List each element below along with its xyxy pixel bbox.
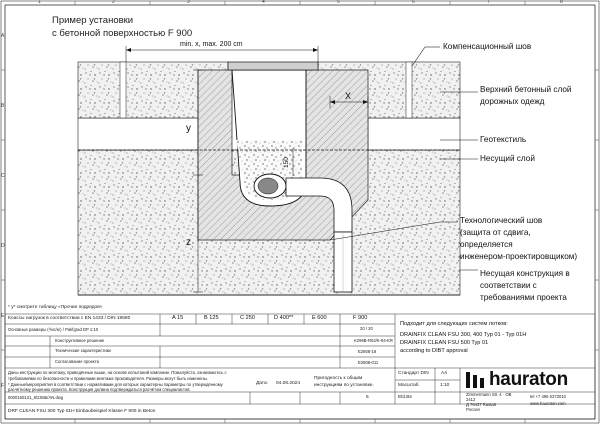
standard-value: A4 [441,371,447,376]
dim-top-label: min. x, max. 200 cm [180,41,243,48]
drawing-title-line2: с бетонной поверхностью F 900 [52,28,193,39]
label-support-3: требованиями проекта [480,293,567,302]
product-1: DRAINFIX CLEAN FSU 300, 400 Typ 01 - Typ 01H [400,332,527,338]
grid-row-e: E [1,313,5,319]
applies-label: Подходит для следующих систем лотков: [400,321,508,327]
dim-x-label: X [345,91,352,101]
grid-col-2: 2 [112,0,115,5]
addr-4: Россия [466,407,480,412]
label-tech-joint-4: инженером-проектировщиком) [460,252,578,261]
label-tech-joint-2: (защита от сдвига, [460,228,531,237]
notes-2: требованиями по безопасности и правилами монтажа производителя. Размеры могут быть изменены. [8,376,208,381]
dim-depth-label: 150 [283,157,290,168]
label-joint: Компенсационный шов [443,42,532,51]
class-b125: B 125 [204,315,219,321]
logo-mark-icon [466,372,486,388]
grid-col-5: 5 [337,0,340,5]
code-3: E2808-011 [358,360,379,365]
label-top-layer-1: Верхний бетонный слой [480,85,572,94]
addr-3: Д 76437 Rastatt [466,402,497,407]
joint-right [406,62,412,118]
grating [228,62,318,70]
dim-z-label: z [186,237,191,248]
bearing-layer-right [368,118,460,150]
class-d400: D 400** [274,315,294,321]
label-bearing-layer: Несущий слой [480,154,535,163]
grid-col-7: 7 [487,0,490,5]
label-geotextile: Геотекстиль [480,135,527,144]
class-a15: A 15 [172,315,184,321]
grid-col-8: 8 [560,0,563,5]
grid-row-d: D [1,243,5,249]
file-code: 0000150131_8/2S5Б/AN.dwg [8,395,64,400]
label-support-2: соответствии с [480,281,537,290]
addr-2: 2412 [466,397,476,402]
grid-col-6: 6 [412,0,415,5]
footnote: * у* смотрите таблицу «Прочие подрядов» [8,305,103,310]
class-c250: C 250 [240,315,255,321]
code-2: E2808-18 [358,349,377,354]
dim-y-label: y [186,123,191,134]
sheet-label: Ebl.Bs [398,395,412,400]
date-label: Дата: [256,381,268,386]
label-tech-joint-1: Технологический шов [460,216,543,225]
date-value: 04.06.2024 [276,381,301,386]
web: www.hauraton.com [530,401,566,406]
class-f900: F 900 [353,315,368,321]
drawing-title: DRF CLEAN FSU 300 Typ 01H Einbaubeispiel Klasse F 900 in Beton [8,409,156,414]
grid-col-1: 1 [38,0,41,5]
class-e600: E 600 [312,315,327,321]
notes-1: Даны инструкции по монтажу, приведённые выше, на основе испытаний компании. Пожалуйста, ознакомьтесь с [8,370,227,375]
small-row-a: Конструктивное решение [55,338,105,343]
grid-row-c: C [1,173,5,179]
grid-col-3: 3 [187,0,190,5]
notes-4: расчётному решению проекта. Конструкция должна подтверждаться расчётом специалистов. [8,387,191,392]
bearing-layer-left [78,118,198,150]
product-2: DRAINFIX CLEAN FSU 500 Typ 01 [400,340,489,346]
classes-label: Классы нагрузок в соответствии с EN 1433 / DIN 19580 [8,316,131,321]
num-1: 20 / 20 [360,326,373,331]
drawing-title-line1: Пример установки [52,15,134,26]
sheet-no: 5 [366,395,369,400]
small-row-c: Согласование проекта [55,359,100,364]
hauraton-logo: hauraton [489,369,568,390]
joint-left [120,62,126,118]
grid-row-f: F [1,383,5,389]
standard-label: Стандарт DIN [398,371,429,376]
grid-col-4: 4 [262,0,265,5]
scale-value: 1:10 [440,383,450,388]
scale-label: Масштаб [398,383,419,388]
label-top-layer-2: дорожных одежд [480,97,545,106]
installation-note-2: инструкциям по установке. [314,383,374,388]
label-support-1: Несущая конструкция в [480,269,570,278]
dims-row: Основные размеры (¹/ис/кг) / Pakfgrad DP 1:10 [8,327,99,332]
product-3: according to DIBT approval [400,348,468,354]
tel: tel +7 495 5373010 [530,394,566,399]
small-row-b: Технические характеристики [55,348,111,353]
label-tech-joint-3: определяется [460,240,513,249]
installation-note-1: Пригодность к общим [314,376,363,381]
addr-1: Zimmermann Str. 4 · ОВ [466,392,512,397]
code-1: K296B-R02/K-94-KR [354,338,393,343]
notes-3: * Данные/мероприятия в соответствии с нормативами для которых характерны параметры по утверждённому [8,382,223,387]
grid-row-a: A [1,33,5,39]
grid-row-b: B [1,103,5,109]
